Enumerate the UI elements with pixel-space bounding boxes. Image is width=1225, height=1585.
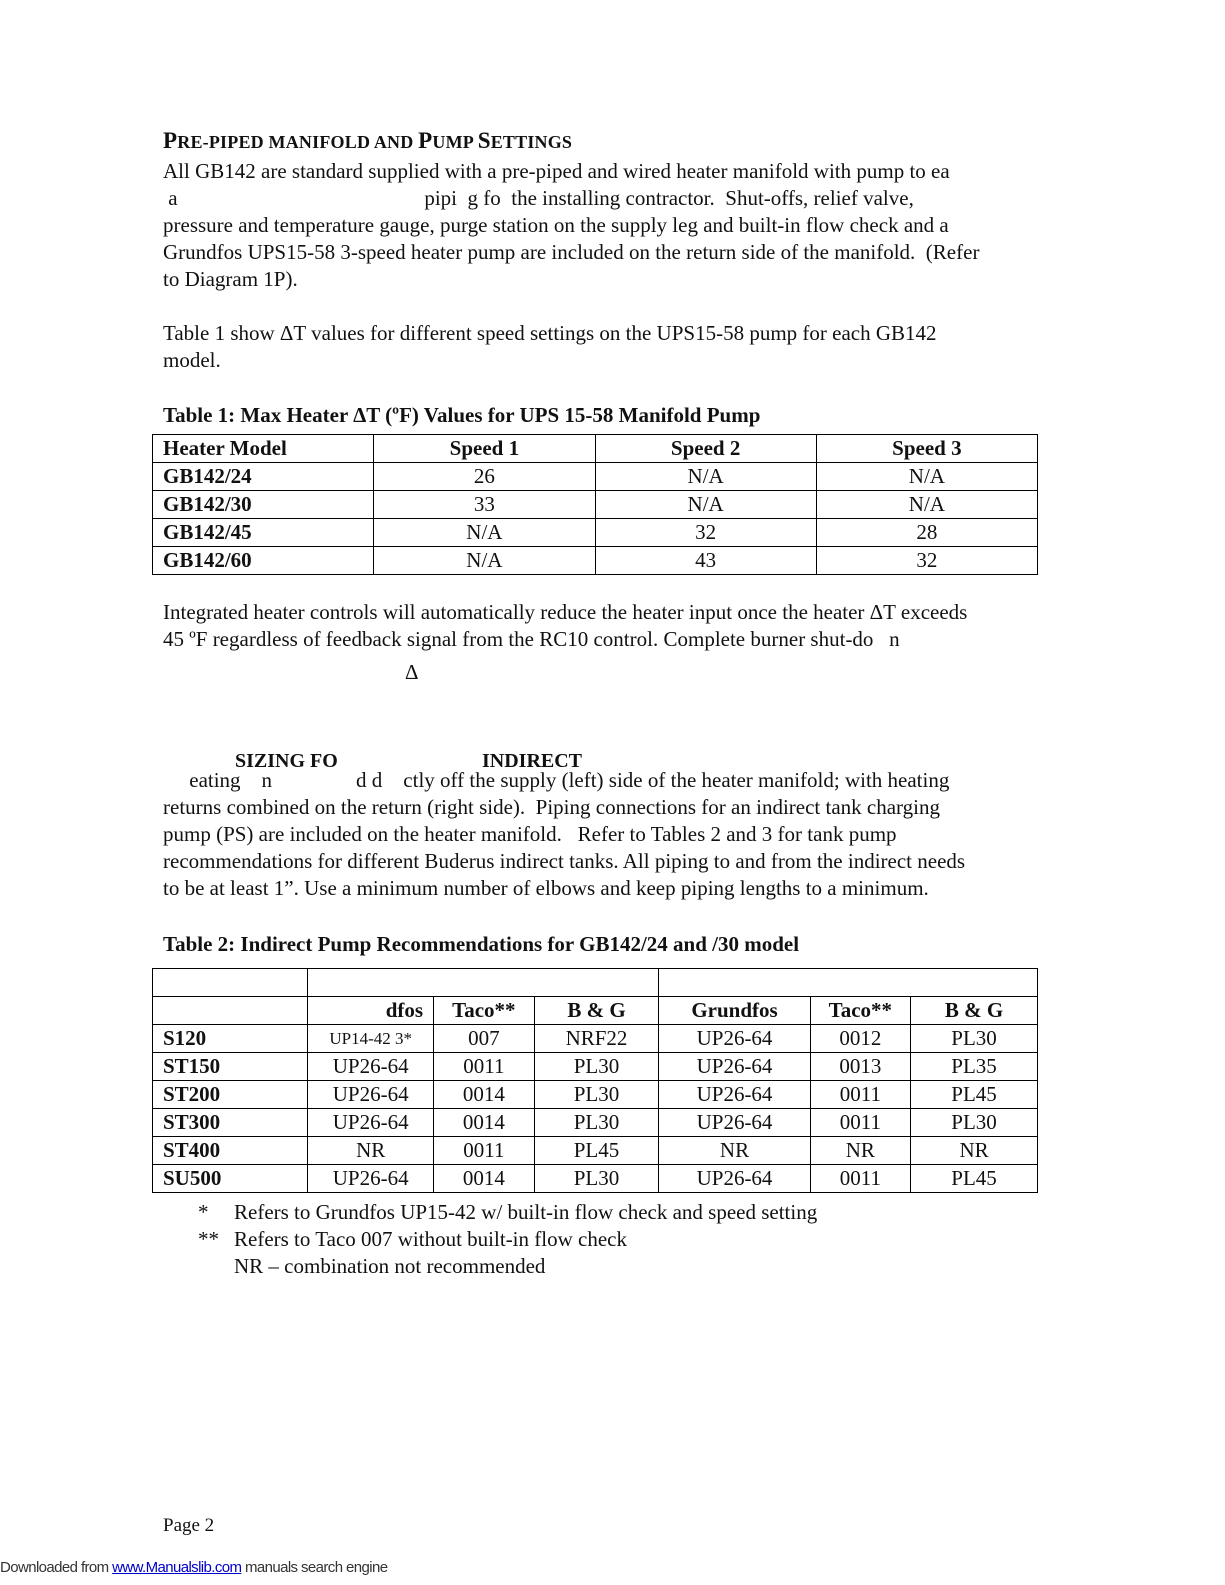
table-row: SU500 UP26-64 0014 PL30 UP26-64 0011 PL45 [153,1165,1038,1193]
note-item: ** Refers to Taco 007 without built-in flow check [198,1227,627,1251]
subheading-left: SIZING FO [235,750,338,772]
table-header-row: Heater Model Speed 1 Speed 2 Speed 3 [153,435,1038,463]
note-item: NR – combination not recommended [234,1254,546,1278]
subheading-right: INDIRECT [482,750,583,772]
intro-paragraph: All GB142 are standard supplied with a pre-piped and wired heater manifold with pump to ea a pipi g fo the installing contractor. Shut-offs, relief valve, pressure and temperature gauge, purge station on the supply leg and built-in flow check and a Grundfos UPS15-58 3-speed heater pump are included on the return side of the manifold. (Refer to Diagram 1P). [163,159,980,291]
indirect-pump-table [152,968,1038,1193]
table1-intro-paragraph: Table 1 show ΔT values for different speed settings on the UPS15-58 pump for each GB142 model. [163,321,937,372]
section-heading: PRE-PIPED MANIFOLD AND PUMP SETTINGS [163,128,573,153]
table-row: ST400 NR 0011 PL45 NR NR NR [153,1137,1038,1165]
table-row: GB142/30 33 N/A N/A [153,491,1038,519]
table-row: S120 UP14-42 3* 007 NRF22 UP26-64 0012 PL30 [153,1025,1038,1053]
table-row: GB142/45 N/A 32 28 [153,519,1038,547]
delta-fragment: Δ [405,660,419,684]
note-item: * Refers to Grundfos UP15-42 w/ built-in flow check and speed setting [198,1200,818,1224]
indirect-paragraph: eating n d d ctly off the supply (left) side of the heater manifold; with heating returns combined on the return (right side). Piping connections for an indirect tank charging pump (PS) are included on the heater manifold. Refer to Tables 2 and 3 for tank pump recommendations for different Buderus indirect tanks. All piping to and from the indirect needs to be at least 1”. Use a minimum number of elbows and keep piping lengths to a minimum. [163,768,966,900]
table1-caption: Table 1: Max Heater ΔT (ºF) Values for UPS 15-58 Manifold Pump [163,403,761,427]
table-row: ST300 UP26-64 0014 PL30 UP26-64 0011 PL30 [153,1109,1038,1137]
table-notes [198,1199,817,1280]
table2-caption: Table 2: Indirect Pump Recommendations for GB142/24 and /30 model [163,932,800,956]
table-group-row [153,969,1038,997]
table-row: ST150 UP26-64 0011 PL30 UP26-64 0013 PL35 [153,1053,1038,1081]
table-row: ST200 UP26-64 0014 PL30 UP26-64 0011 PL45 [153,1081,1038,1109]
page-number: Page 2 [163,1515,215,1536]
download-footer: Downloaded from www.Manualslib.com manuals search engine [0,1559,388,1576]
table-header-row: dfos Taco** B & G Grundfos Taco** B & G [153,997,1038,1025]
table-row: GB142/24 26 N/A N/A [153,463,1038,491]
controls-paragraph: Integrated heater controls will automatically reduce the heater input once the heater ΔT exceeds 45 ºF regardless of feedback signal from the RC10 control. Complete burner shut-do n [163,600,968,651]
delta-t-table [152,434,1038,575]
table-row: GB142/60 N/A 43 32 [153,547,1038,575]
manualslib-link[interactable]: www.Manualslib.com [112,1559,242,1576]
